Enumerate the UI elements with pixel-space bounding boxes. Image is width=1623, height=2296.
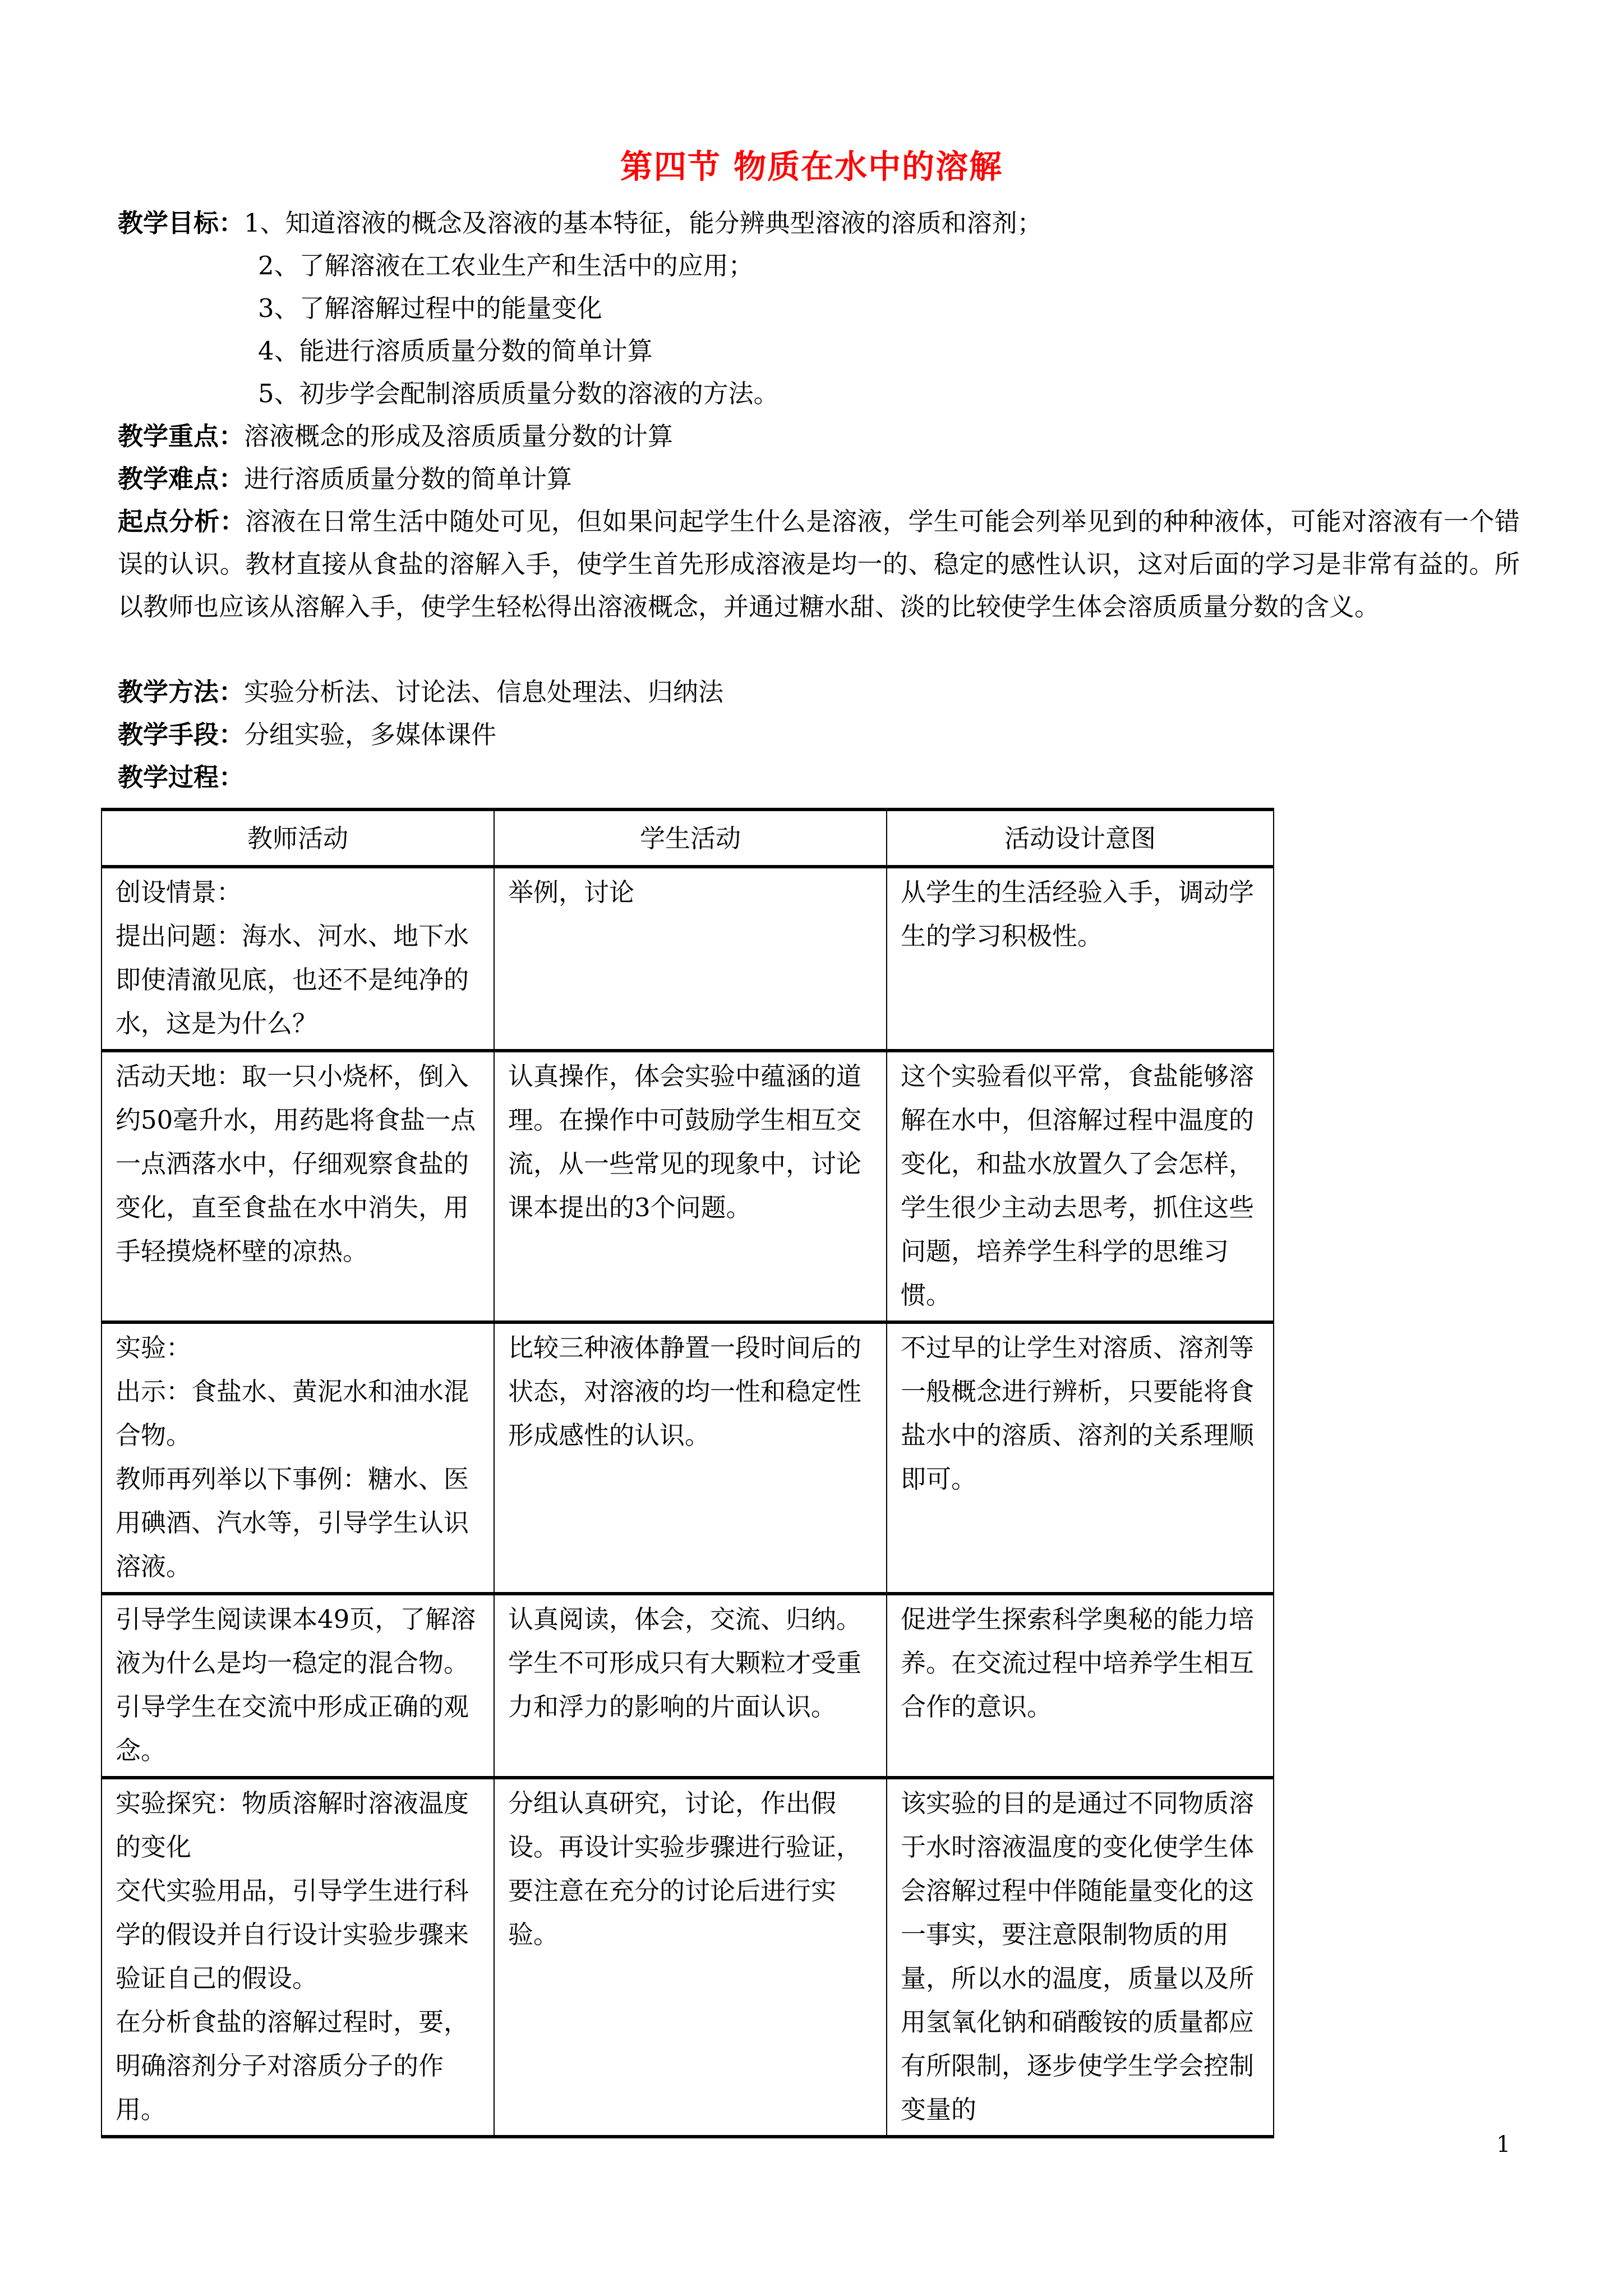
cell-line: 比较三种液体静置一段时间后的状态，对溶液的均一性和稳定性形成感性的认识。 [508, 1333, 862, 1450]
design-intent-cell [887, 1778, 1274, 2137]
means-section [118, 714, 1520, 756]
starting-analysis-section [118, 500, 1520, 628]
objective-item: 5、初步学会配制溶质质量分数的溶液的方法。 [258, 379, 779, 408]
table-row [102, 1778, 1274, 2137]
design-intent-cell [887, 1594, 1274, 1778]
difficulties-section [118, 458, 1520, 500]
starting-analysis-label: 起点分析： [118, 507, 246, 536]
objective-item: 4、能进行溶质质量分数的简单计算 [258, 336, 653, 366]
cell-line: 教师再列举以下事例：糖水、医用碘酒、汽水等，引导学生认识溶液。 [116, 1464, 469, 1581]
cell-line: 引导学生在交流中形成正确的观念。 [116, 1692, 469, 1765]
cell-line: 分组认真研究，讨论，作出假设。再设计实验步骤进行验证，要注意在充分的讨论后进行实验。 [508, 1788, 862, 1949]
document-title: 第四节 物质在水中的溶解 [620, 148, 1003, 186]
objective-item: 2、了解溶液在工农业生产和生活中的应用； [258, 251, 754, 280]
student-activity-cell [494, 1594, 887, 1778]
header-design-intent: 活动设计意图 [887, 809, 1274, 867]
means-label: 教学手段： [118, 720, 245, 749]
cell-line: 创设情景： [116, 877, 242, 907]
objective-item: 3、了解溶解过程中的能量变化 [258, 293, 602, 323]
difficulties-label: 教学难点： [118, 464, 245, 494]
key-points-section [118, 415, 1520, 458]
cell-line: 该实验的目的是通过不同物质溶于水时溶液温度的变化使学生体会溶解过程中伴随能量变化的这一事实，要注意限制物质的用量，所以水的温度，质量以及所用氢氧化钠和硝酸铵的质量都应有所限制，逐步使学生学会控制变量的 [901, 1788, 1255, 2124]
page-number: 1 [1496, 2132, 1511, 2157]
teacher-activity-cell [102, 1778, 494, 2137]
cell-line: 这个实验看似平常，食盐能够溶解在水中，但溶解过程中温度的变化，和盐水放置久了会怎样，学生很少主动去思考，抓住这些问题，培养学生科学的思维习惯。 [901, 1061, 1255, 1310]
table-row [102, 1594, 1274, 1778]
difficulties-text: 进行溶质质量分数的简单计算 [244, 464, 573, 494]
student-activity-cell [494, 1322, 887, 1594]
teacher-activity-cell [102, 1322, 494, 1594]
cell-line: 不过早的让学生对溶质、溶剂等一般概念进行辨析，只要能将食盐水中的溶质、溶剂的关系理顺即可。 [901, 1333, 1255, 1494]
cell-line: 交代实验用品，引导学生进行科学的假设并自行设计实验步骤来验证自己的假设。 [116, 1876, 469, 1993]
cell-line: 出示：食盐水、黄泥水和油水混合物。 [116, 1377, 469, 1450]
cell-line: 引导学生阅读课本49页，了解溶液为什么是均一稳定的混合物。 [116, 1604, 476, 1678]
key-points-text: 溶液概念的形成及溶质质量分数的计算 [244, 421, 674, 451]
design-intent-cell [887, 867, 1274, 1051]
student-activity-cell [494, 867, 887, 1051]
starting-analysis-text: 溶液在日常生活中随处可见，但如果问起学生什么是溶液，学生可能会列举见到的种种液体，可能对溶液有一个错误的认识。教材直接从食盐的溶解入手，使学生首先形成溶液是均一的、稳定的感性认识，这对后面的学习是非常有益的。所以教师也应该从溶解入手，使学生轻松得出溶液概念，并通过糖水甜、淡的比较使学生体会溶质质量分数的含义。 [118, 507, 1520, 622]
design-intent-cell [887, 1051, 1274, 1322]
cell-line: 认真阅读，体会，交流、归纳。学生不可形成只有大颗粒才受重力和浮力的影响的片面认识。 [508, 1604, 862, 1722]
student-activity-cell [494, 1778, 887, 2137]
teacher-activity-cell [102, 1594, 494, 1778]
methods-section [118, 671, 1520, 714]
key-points-label: 教学重点： [118, 421, 245, 451]
teaching-process-table [101, 808, 1274, 2138]
design-intent-cell [887, 1322, 1274, 1594]
cell-line: 从学生的生活经验入手，调动学生的学习积极性。 [901, 877, 1255, 951]
cell-line: 实验： [116, 1333, 192, 1363]
student-activity-cell [494, 1051, 887, 1322]
table-row [102, 867, 1274, 1051]
cell-line: 促进学生探索科学奥秘的能力培养。在交流过程中培养学生相互合作的意识。 [901, 1604, 1255, 1722]
objective-item: 1、知道溶液的概念及溶液的基本特征，能分辨典型溶液的溶质和溶剂； [244, 208, 1043, 238]
header-student-activity: 学生活动 [494, 809, 887, 867]
cell-line: 在分析食盐的溶解过程时，要，明确溶剂分子对溶质分子的作用。 [116, 2007, 469, 2124]
objectives-section [118, 202, 1520, 245]
cell-line: 实验探究：物质溶解时溶液温度的变化 [116, 1788, 469, 1862]
cell-line: 活动天地：取一只小烧杯，倒入约50毫升水，用药匙将食盐一点一点洒落水中，仔细观察食盐的变化，直至食盐在水中消失，用手轻摸烧杯壁的凉热。 [116, 1061, 476, 1266]
teacher-activity-cell [102, 1051, 494, 1322]
teacher-activity-cell [102, 867, 494, 1051]
header-teacher-activity: 教师活动 [102, 809, 494, 867]
cell-line: 认真操作，体会实验中蕴涵的道理。在操作中可鼓励学生相互交流，从一些常见的现象中，讨论课本提出的3个问题。 [508, 1061, 862, 1222]
process-section [118, 756, 1520, 799]
methods-label: 教学方法： [118, 677, 245, 707]
cell-line: 举例，讨论 [508, 877, 635, 907]
table-header-row [102, 809, 1274, 867]
cell-line: 提出问题：海水、河水、地下水即使清澈见底，也还不是纯净的水，这是为什么？ [116, 921, 469, 1038]
means-text: 分组实验，多媒体课件 [244, 720, 497, 749]
table-row [102, 1322, 1274, 1594]
methods-text: 实验分析法、讨论法、信息处理法、归纳法 [244, 677, 724, 707]
objectives-label: 教学目标： [118, 208, 245, 238]
process-label: 教学过程： [118, 762, 245, 792]
table-row [102, 1051, 1274, 1322]
